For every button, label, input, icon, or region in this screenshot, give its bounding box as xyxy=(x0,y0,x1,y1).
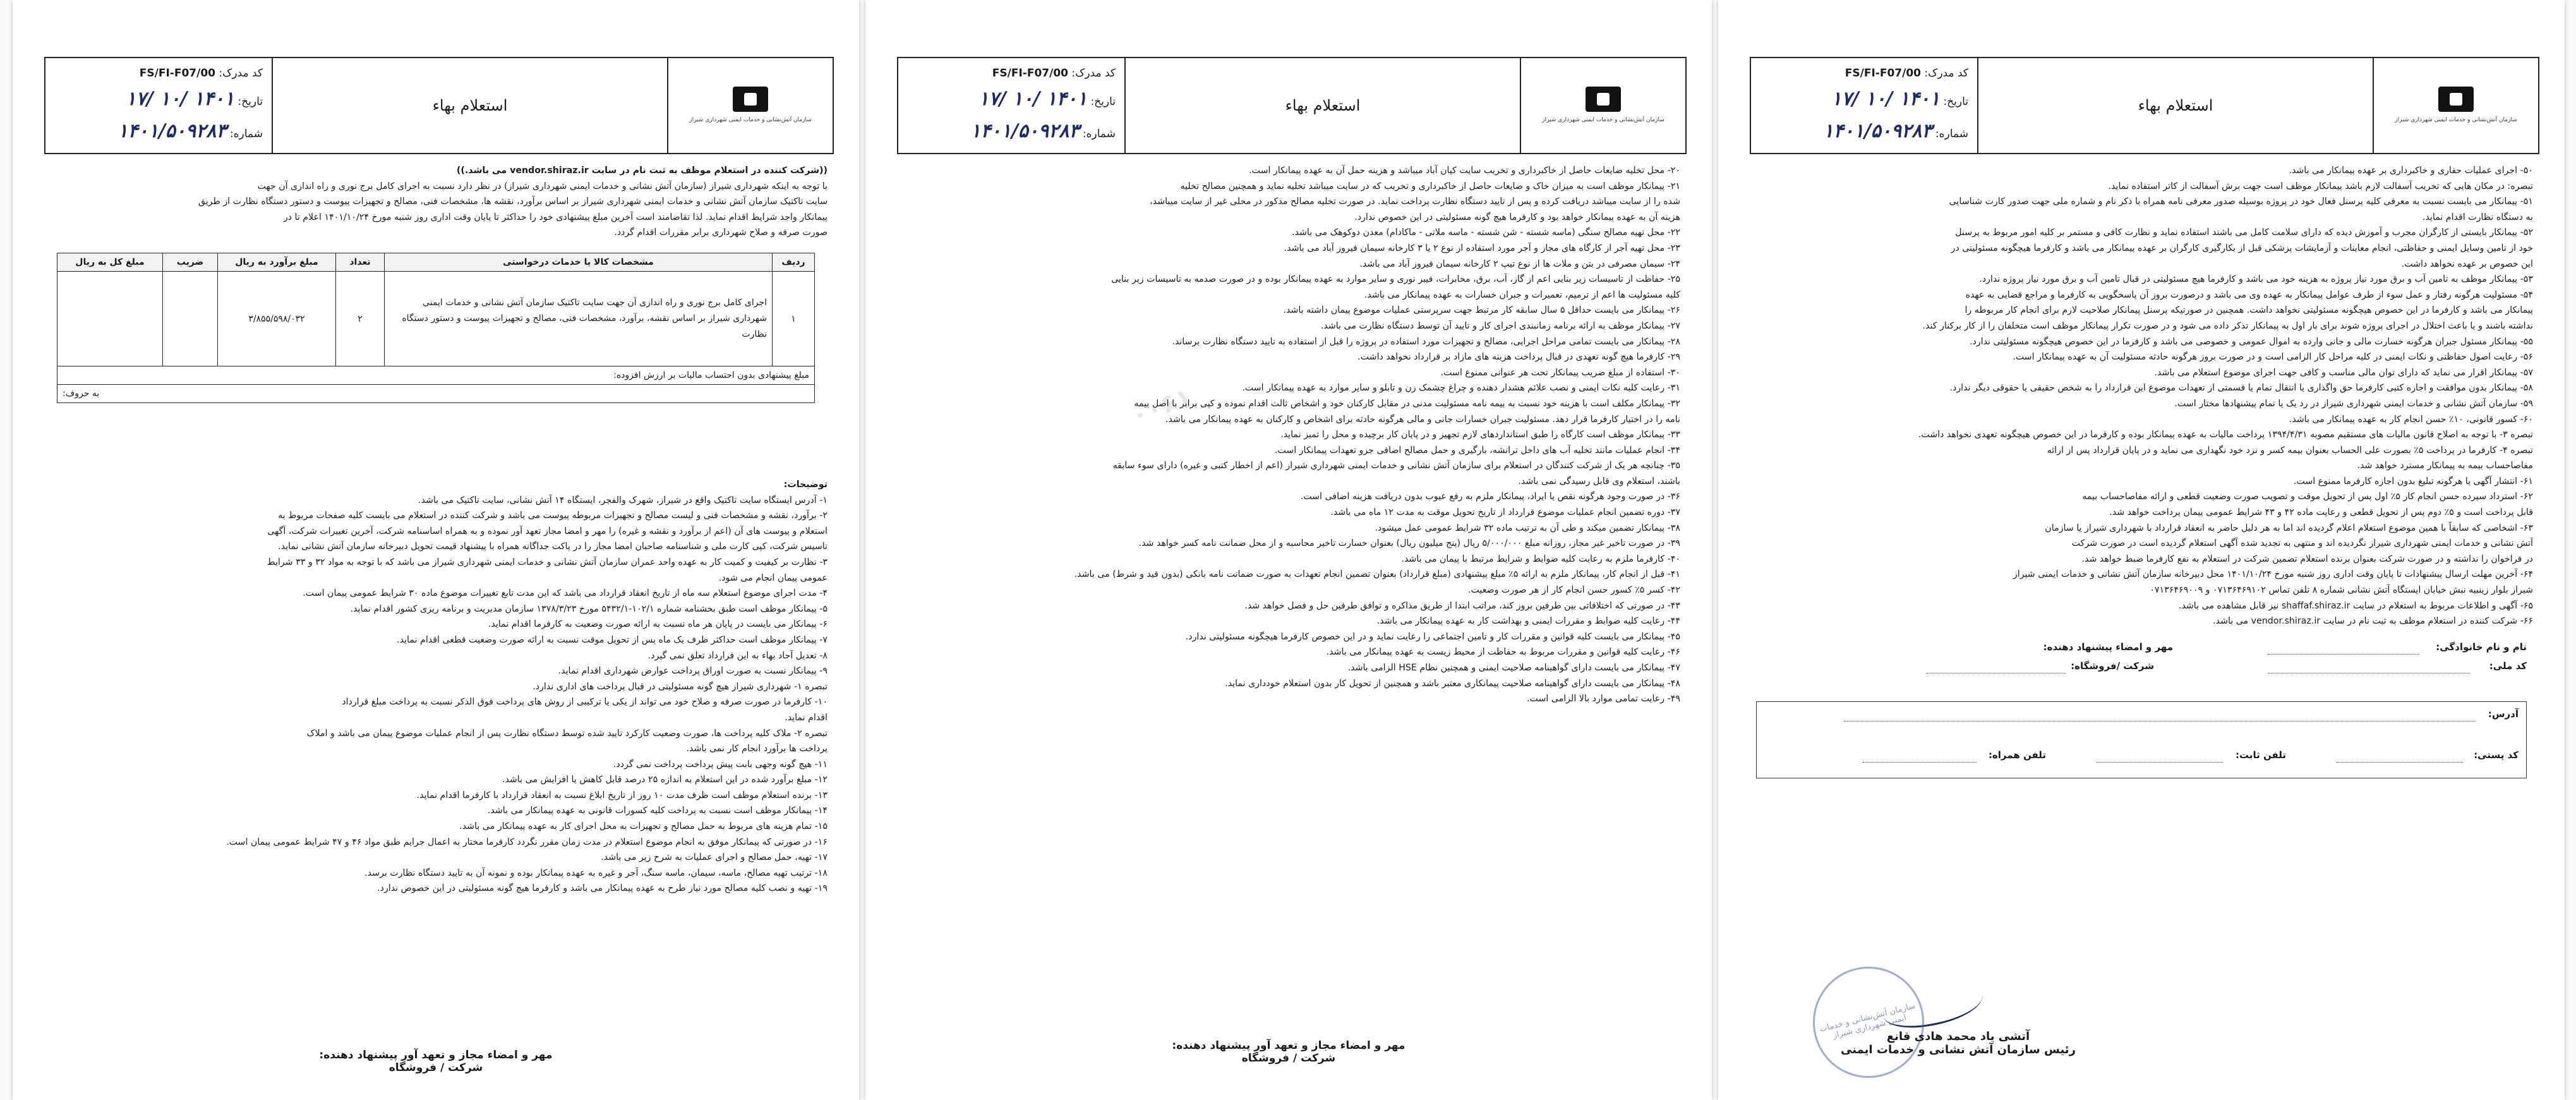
term-line: ۴۰- کارفرما ملزم به رعایت کلیه ضوابط و شرایط مرتبط با پیمان می باشد. xyxy=(1401,553,1680,564)
bidder-sign-title: مهر و امضاء پیشنهاد دهنده: xyxy=(2043,641,2173,653)
row-coef xyxy=(163,272,218,366)
term-line: ۴۸- پیمانکار می بایست دارای گواهینامه صلاحیت پیمانکاری معتبر باشد و همچنین از تحویل کار بدون استعلام خودداری نماید. xyxy=(1225,678,1680,689)
page-title: استعلام بهاء xyxy=(272,58,667,153)
term-line: ۲۳- محل تهیه آجر از کارگاه های مجاز و آجر مورد استفاده از نوع ۲ یا ۳ کارخانه سیمان فیروز آباد می باشد. xyxy=(1284,243,1680,253)
code-label: کد مدرک: xyxy=(1924,67,1968,80)
term-line: ۲۲- محل تهیه مصالح سنگی (ماسه شسته - شن شسته - ماسه ملاتی - ماکادام) معدن دوکوهک می باشد. xyxy=(1292,227,1680,238)
term-line: ۳۶- در صورت وجود هرگونه نقص یا ایراد، پیمانکار ملزم به رفع عیوب بدون دریافت هزینه اضافی است. xyxy=(1300,492,1680,502)
row-description: اجرای کامل برج نوری و راه اندازی آن جهت سایت تاکتیک سازمان آتش نشانی و خدمات ایمنی شهرداری شیراز بر اساس نقشه، برآورد، مشخصات فنی، مصالح و تجهیزات پیوست و دستور دستگاه نظارت xyxy=(385,272,773,366)
items-table xyxy=(57,253,815,403)
term-line: تبصره ۴- کارفرما در پرداخت ۵٪ بصورت علی الحساب بعنوان بیمه کسر و نزد خود نگهداری می نماید و در پایان قرارداد پس از ارائه xyxy=(2047,445,2533,456)
official-signature xyxy=(1794,1030,2122,1056)
notes-section xyxy=(51,477,828,897)
page-header xyxy=(897,57,1687,154)
term-line: ۲۱- پیمانکار موظف است به میزان خاک و ضایعات حاصل از خاکبرداری و تخریب که در سایت میباشد تخلیه نماید و همچنین مصالح تخلیه xyxy=(1180,181,1680,191)
term-line: ۳۱- رعایت کلیه نکات ایمنی و نصب علائم هشدار دهنده و چراغ چشمک زن و تابلو و سایر موارد به عهده پیمانکار است. xyxy=(1242,383,1680,394)
document-page-3 xyxy=(1718,0,2565,1100)
term-line: ۴۹- رعایت تمامی موارد بالا الزامی است. xyxy=(1527,694,1680,704)
watermark: ۰۰۶۱ xyxy=(1128,382,1196,431)
term-line: کلیه مسئولیت ها اعم از ترمیم، تعمیرات و جبران خسارات به عهده پیمانکار می باشد. xyxy=(1364,289,1680,300)
number-label: شماره: xyxy=(1082,127,1116,140)
term-line: ۳۰- استفاده از مبلغ ضریب پیمانکار تحت هر عنوانی ممنوع است. xyxy=(1440,367,1680,378)
note-line: استعلام و پیوست های آن (اعم از برآورد و نقشه و غیره) را مهر و امضا مجاز تعهد آور نموده و به همراه اساسنامه شرکت، آخرین تغییرات شرکت، آگهی xyxy=(267,526,828,536)
term-line: ۴۵- پیمانکار می بایست کلیه قوانین و مقررات کار و تامین اجتماعی را رعایت نماید و در این خصوص کارفرما هیچگونه مسئولیتی ندارد. xyxy=(1185,631,1680,642)
org-logo-icon xyxy=(2438,87,2474,112)
date-value: ۱۴۰۱ /۱۰ /۱۷ xyxy=(978,87,1088,110)
number-value: ۱۴۰۱/۵۰۹۲۸۳ xyxy=(1823,119,1932,142)
term-line: ۲۸- پیمانکار می بایست تمامی مراحل اجرایی، مصالح و تجهیزات مورد استفاده در پروژه را قبل از استفاده به تایید دستگاه نظارت برساند. xyxy=(1172,336,1680,347)
note-line: تبصره ۱- شهرداری شیراز هیچ گونه مسئولیتی در قبال پرداخت های اداری ندارد. xyxy=(533,681,828,692)
term-line: به دستگاه نظارت اقدام نماید. xyxy=(2422,212,2533,222)
term-line: پیمانکار می باشد و کارفرما در این خصوص هیچگونه مسئولیتی نخواهد داشت. همچنین در صورتیکه پرسنل پیمانکار صلاحیت لازم برای انجام کار مربوطه را xyxy=(1965,305,2533,316)
term-line: ۴۷- پیمانکار می بایست دارای گواهینامه صلاحیت ایمنی و همچنین نظام HSE الزامی باشد. xyxy=(1347,663,1680,673)
note-line: ۱۱- هیچ گونه وجهی بابت پیش پرداخت پرداخت نمی گردد. xyxy=(613,759,828,770)
page-title: استعلام بهاء xyxy=(1977,58,2373,153)
col-header: مبلغ برآورد به ریال xyxy=(218,253,336,272)
document-page-1 xyxy=(13,0,859,1100)
date-value: ۱۴۰۱ /۱۰ /۱۷ xyxy=(126,87,235,110)
phone-field[interactable] xyxy=(2097,762,2223,763)
national-code-label: کد ملی: xyxy=(2489,660,2527,672)
note-line: ۱۵- تمام هزینه های مربوط به حمل مصالح و تجهیزات به محل اجرای کار به عهده پیمانکار می باشد. xyxy=(459,821,828,832)
term-line: ۴۱- قبل از انجام کار، پیمانکار ملزم به ارائه ۵٪ مبلغ پیشنهادی (مبلغ قرارداد) بعنوان تضمین انجام تعهدات به صورت ضمانت نامه بانکی (بدون قید و شرط) می باشد. xyxy=(1074,569,1680,580)
term-line: ۵۶- رعایت اصول حفاظتی و نکات ایمنی در کلیه مراحل کار الزامی است و در صورت بروز هرگونه حادثه مسئولیت آن به عهده پیمانکار است. xyxy=(2013,352,2533,363)
national-code-field[interactable] xyxy=(2268,673,2470,674)
doc-meta xyxy=(45,58,272,153)
note-line: اقدام نماید. xyxy=(785,712,828,723)
row-index: ۱ xyxy=(773,272,815,366)
term-line: ۲۹- کارفرما هیچ گونه تعهدی در قبال پرداخت هزینه های مازاد بر قرارداد نخواهد داشت. xyxy=(1357,352,1680,363)
phone-label: تلفن ثابت: xyxy=(2235,749,2286,761)
term-line: نامه را در اختیار کارفرما قرار دهد. مسئولیت جبران خسارات جانی و مالی هرگونه حادثه برای اشخاص و کارکنان به عهده پیمانکار می باشد. xyxy=(1165,414,1680,425)
mobile-label: تلفن همراه: xyxy=(1988,749,2046,761)
official-stamp xyxy=(1801,955,1935,1089)
company-label: شرکت /فروشگاه: xyxy=(2071,660,2154,672)
term-line: در فراخوان را نداشته و در صورت شرکت بعنوان برنده استعلام تضمین شرکت در استعلام به نفع کارفرما ضبط خواهد شد. xyxy=(2081,553,2533,564)
term-line: ۶۳- اشخاصی که سابقاً با همین موضوع استعلام اعلام گردیده اند اما به هر دلیل حاضر به انعقاد قرارداد با شهرداری شیراز یا سازمان xyxy=(2045,523,2533,533)
term-line: ۵۰- اجرای عملیات حفاری و خاکبرداری بر عهده پیمانکار می باشد. xyxy=(2289,166,2533,176)
name-field[interactable] xyxy=(2268,654,2419,655)
org-logo-block xyxy=(2373,58,2538,153)
note-line: ۵- پیمانکار موظف است طبق بخشنامه شماره ۱۰۲/۱-۵۴۳۲/۱ مورخ ۱۳۷۸/۳/۲۳ سازمان مدیریت و برنامه ریزی کشور اقدام نماید. xyxy=(350,603,828,614)
org-logo-block xyxy=(1520,58,1685,153)
term-line: ۵۵- پیمانکار مسئول جبران هرگونه خسارت مالی و جانی وارده به اموال عمومی و خصوصی می باشد و کارفرما در این خصوص هیچگونه مسئولیتی ندارد. xyxy=(1969,336,2533,347)
note-line: ۱۷- تهیه، حمل مصالح و اجرای عملیات به شرح زیر می باشد. xyxy=(601,852,828,863)
note-line: تاسیس شرکت، کپی کارت ملی و شناسنامه صاحبان امضا مجاز را در پاکت جداگانه همراه با پیشنهاد قیمت تحویل دبیرخانه سازمان آتش نشانی نماید. xyxy=(278,541,828,552)
words-label: به حروف: xyxy=(57,385,815,403)
term-line: ۳۹- در صورت تاخیر غیر مجاز، روزانه مبلغ ۵/۰۰۰/۰۰۰ ریال (پنج میلیون ریال) بعنوان خسارت تاخیر محاسبه و از محل ضمانت نامه کسر خواهد شد. xyxy=(1138,538,1680,549)
col-header: مشخصات کالا یا خدمات درخواستی xyxy=(385,253,773,272)
term-line: شیراز بلوار زینبیه نبش خیابان ایستگاه آتش نشانی شماره ۸ تلفن تماس ۰۷۱۳۶۴۶۹۱۰۲ و ۰۷۱۳۶۴۶۹۰۰۹ xyxy=(2150,585,2533,596)
note-line: ۱۸- ترتیب تهیه مصالح، ماسه، سیمان، ماسه سنگ، آجر و غیره به عهده پیمانکار بوده و نمونه آن به تایید دستگاه نظارت برسد. xyxy=(364,867,828,878)
company-field[interactable] xyxy=(1927,673,2066,674)
intro-bold: ((شرکت کننده در استعلام موظف به ثبت نام در سایت vendor.shiraz.ir می باشد.)) xyxy=(456,166,828,176)
term-line: ۵۲- پیمانکار بایستی از کارگران مجرب و آموزش دیده که دارای سلامت کامل می باشند استفاده نماید و نظارت کافی و مستمر بر کلیه امور مربوط به پرسنل xyxy=(1955,227,2533,238)
org-name: سازمان آتش‌نشانی و خدمات ایمنی شهرداری شیراز xyxy=(1542,117,1664,124)
address-field[interactable] xyxy=(1844,721,2476,722)
term-line: ۳۳- پیمانکار موظف است کارگاه را طبق استانداردهای لازم تجهیز و در پایان کار برچیده و محل را تمیز نماید. xyxy=(1280,430,1680,440)
term-line: خود از تامین وسایل ایمنی و حفاظتی، انجام معاینات و آزمایشات پزشکی قبل از بکارگیری کارگران بر عهده پیمانکار می باشد و کارفرما هیچگونه مسئولیتی در xyxy=(1951,243,2533,253)
postal-label: کد پستی: xyxy=(2474,749,2519,761)
term-line: تبصره: در مکان هایی که تخریب آسفالت لازم باشد پیمانکار موظف است جهت برش آسفالت از کاتر استفاده نماید. xyxy=(2108,181,2533,191)
note-line: ۱۰- کارفرما در صورت صرفه و صلاح خود می تواند از یکی یا ترکیبی از روش های پرداخت فوق الذکر نسبت به پرداخت مبلغ قرارداد xyxy=(342,697,828,708)
col-header: ردیف xyxy=(773,253,815,272)
code-value: FS/FI-F07/00 xyxy=(992,67,1068,80)
document-page-2 xyxy=(865,0,1712,1100)
number-value: ۱۴۰۱/۵۰۹۲۸۳ xyxy=(970,119,1080,142)
sum-label: مبلغ پیشنهادی بدون احتساب مالیات بر ارزش افزوده: xyxy=(57,366,815,385)
intro-section xyxy=(51,163,828,241)
org-logo-icon xyxy=(1586,87,1621,112)
term-line: باشند، استعلام وی قابل رسیدگی نمی باشد. xyxy=(1518,476,1680,487)
term-line: ۲۷- پیمانکار موظف به ارائه برنامه زمانبندی اجرای کار و تایید آن توسط دستگاه نظارت می باشد. xyxy=(1320,320,1680,331)
signature-title: مهر و امضاء مجاز و تعهد آور پیشنهاد دهنده: xyxy=(319,1049,553,1061)
date-label: تاریخ: xyxy=(1090,95,1116,108)
official-title: رئیس سازمان آتش نشانی و خدمات ایمنی xyxy=(1841,1043,2076,1056)
notes-title: توضیحات: xyxy=(783,480,828,490)
stamp-org: سازمان آتش‌نشانی و خدمات ایمنی شهرداری شیراز xyxy=(1818,1001,1917,1041)
postal-field[interactable] xyxy=(2337,762,2463,763)
term-line: ۳۴- انجام عملیات مانند تخلیه آب های داخل ترانشه، بارگیری و حمل مصالح اضافی جزو تعهدات پیمانکار است. xyxy=(1274,445,1680,456)
doc-meta xyxy=(1751,58,1977,153)
row-total xyxy=(57,272,163,366)
term-line: ۴۶- رعایت کلیه قوانین و مقررات مربوط به حفاظت از محیط زیست به عهده پیمانکار می باشد. xyxy=(1326,647,1680,658)
intro-line: سایت تاکتیک سازمان آتش نشانی و خدمات ایمنی شهرداری شیراز بر اساس برآورد، نقشه ها، مشخصات فنی، مصالح و تجهیزات پیوست و دستور دستگاه نظارت از طریق xyxy=(198,196,828,207)
note-line: ۱۹- تهیه و نصب کلیه مصالح مورد نیاز طرح به عهده پیمانکار می باشد و کارفرما هیچ گونه مسئولیتی در این خصوص ندارد. xyxy=(377,883,828,894)
signature-block xyxy=(1131,1039,1447,1065)
org-logo-icon xyxy=(733,87,768,112)
term-line: ۶۴- آخرین مهلت ارسال پیشنهادات تا پایان وقت اداری روز شنبه مورخ ۱۴۰۱/۱۰/۲۴ محل دبیرخانه سازمان آتش نشانی و خدمات ایمنی شیراز xyxy=(2013,569,2533,580)
term-line: ۲۵- حفاظت از تاسیسات زیر بنایی اعم از گاز، آب، برق، مخابرات، فیبر نوری و سایر موارد به عهده پیمانکار بوده و در صورت صدمه به تاسیسات زیر بنایی xyxy=(1111,274,1680,285)
note-line: ۳- نظارت بر کیفیت و کمیت کار به عهده واحد عمران سازمان آتش نشانی و خدمات ایمنی شهرداری شیراز می باشد که با توجه به مواد ۳۲ و ۳۳ شرایط xyxy=(267,557,828,567)
term-line: ۶۱- انتشار آگهی یا هرگونه تبلیغ بدون اجازه کارفرما ممنوع است. xyxy=(2293,476,2533,487)
intro-line: با توجه به اینکه شهرداری شیراز (سازمان آتش نشانی و خدمات ایمنی شهرداری شیراز) در نظر دارد نسبت به اجرای کامل برج نوری و راه اندازی آن جهت xyxy=(257,181,828,191)
code-value: FS/FI-F07/00 xyxy=(139,67,215,80)
note-line: ۴- مدت اجرای موضوع استعلام سه ماه از تاریخ انعقاد قرارداد می باشد که این مدت تابع تغییرات موضوع ماده ۳۰ شرایط عمومی پیمان است. xyxy=(303,588,828,599)
term-line: ۵۹- سازمان آتش نشانی و خدمات ایمنی شهرداری شیراز در رد یک یا تمام پیشنهادها مختار است. xyxy=(2174,398,2533,409)
page-header xyxy=(44,57,834,154)
term-line: قابل پرداخت است و ۵٪ دوم پس از تحویل قطعی و رعایت ماده ۴۲ و ۴۳ شرایط عمومی پیمان پرداخت خواهد شد. xyxy=(2109,507,2533,518)
term-line: ۵۱- پیمانکار می بایست نسبت به معرفی کلیه پرسنل فعال خود در پروژه بوسیله صدور معرفی نامه همراه با ذکر نام و شماره ملی جهت صدور کارت شناسایی xyxy=(1949,196,2533,207)
term-line: ۵۷- پیمانکار اقرار می نماید که دارای توان مالی مناسب و کافی جهت اجرای موضوع استعلام می باشد. xyxy=(2154,367,2533,378)
doc-meta xyxy=(898,58,1124,153)
note-line: ۷- پیمانکار موظف است حداکثر ظرف یک ماه پس از تحویل موقت نسبت به ارائه صورت وضعیت قطعی اقدام نماید. xyxy=(397,634,828,645)
term-line: ۶۰- کسور قانونی، ۱۰٪ حسن انجام کار به عهده پیمانکار می باشد. xyxy=(2289,414,2533,425)
note-line: ۱۳- برنده استعلام موظف است ظرف مدت ۱۰ روز از تاریخ ابلاغ نسبت به انعقاد قرارداد با کارفرما اقدام نماید. xyxy=(416,790,828,801)
term-line: تبصره ۳- با توجه به اصلاح قانون مالیات های مستقیم مصوبه ۱۳۹۴/۴/۳۱ پرداخت مالیات به عهده پیمانکار بوده و کارفرما در این خصوص هیچگونه تعهدی نخواهد داشت. xyxy=(1918,430,2533,440)
term-line: ۲۴- سیمان مصرفی در بتن و ملات ها از نوع تیپ ۲ کارخانه سیمان فیروز آباد می باشد. xyxy=(1359,258,1680,269)
note-line: عمومی پیمان انجام می شود. xyxy=(718,572,828,583)
term-line: ۵۴- مسئولیت هرگونه رفتار و عمل سوء از طرف عوامل پیمانکار به عهده وی می باشد و درصورت بروز آن پاسخگویی به کارفرما و مراجع قضایی به عهده xyxy=(1965,289,2533,300)
note-line: ۱۴- پیمانکار موظف است نسبت به پرداخت کلیه کسورات قانونی به عهده پیمانکار می باشد. xyxy=(487,806,828,816)
term-line: ۶۵- آگهی و اطلاعات مربوط به استعلام در سایت shaffaf.shiraz.ir نیز قابل مشاهده می باشد. xyxy=(2178,600,2533,611)
org-logo-block xyxy=(667,58,833,153)
row-qty: ۲ xyxy=(336,272,385,366)
term-line: ۳۷- دوره تضمین انجام عملیات موضوع قرارداد از تاریخ تحویل موقت به مدت ۱۲ ماه می باشد. xyxy=(1330,507,1680,518)
official-name: آتشی یاد محمد هادی قانع xyxy=(1886,1030,2030,1043)
term-line: ۵۸- پیمانکار بدون موافقت و اجازه کتبی کارفرما حق واگذاری یا انتقال تمام یا قسمتی از تعهدات موضوع این قرارداد را به شخص حقیقی یا حقوقی دیگر ندارد. xyxy=(1949,383,2533,394)
term-line: نداشته باشند و یا باعث اختلال در اجرای پروژه شوند برای بار اول به پیمانکار تذکر داده می شود و در صورت تکرار پیمانکار موظف است متخلفان را از کار برکنار کند. xyxy=(1922,320,2533,331)
number-label: شماره: xyxy=(1935,127,1968,140)
note-line: ۹- پیمانکار نسبت به صورت اوراق پرداخت عوارض شهرداری اقدام نماید. xyxy=(558,666,828,677)
intro-line: پیمانکار واجد شرایط اقدام نماید. لذا تقاضامند است آخرین مبلغ پیشنهادی خود را حداکثر تا پایان وقت اداری روز شنبه مورخ ۱۴۰۱/۱۰/۲۴ اعلام تا در xyxy=(283,212,828,222)
term-line: ۴۳- در صورتی که اختلافاتی بین طرفین بروز کند، مراتب ابتدا از طریق مذاکره و توافق طرفین حل و فصل خواهد شد. xyxy=(1244,600,1680,611)
address-box xyxy=(1756,701,2527,778)
col-header: مبلغ کل به ریال xyxy=(57,253,163,272)
date-label: تاریخ: xyxy=(238,95,263,108)
col-header: تعداد xyxy=(336,253,385,272)
term-line: ۲۰- محل تخلیه ضایعات حاصل از خاکبرداری و تخریب سایت کیان آباد میباشد و هزینه حمل آن به عهده پیمانکار است. xyxy=(1249,166,1680,176)
term-line: ۶۲- استرداد سپرده حسن انجام کار ۵٪ اول پس از تحویل موقت و تصویب صورت وضعیت قطعی و ارائه مفاصاحساب بیمه xyxy=(2082,492,2533,502)
note-line: ۸- تعدیل آحاد بهاء به این قرارداد تعلق نمی گیرد. xyxy=(647,650,828,661)
table-row xyxy=(57,272,815,366)
terms-section xyxy=(903,163,1680,707)
term-line: آتش نشانی و خدمات ایمنی شهرداری شیراز نگردیده اند و منتهی به تجدید شده آگهی استعلام گردیده است در صورت شرکت xyxy=(2071,538,2533,549)
code-value: FS/FI-F07/00 xyxy=(1845,67,1921,80)
org-name: سازمان آتش‌نشانی و خدمات ایمنی شهرداری شیراز xyxy=(689,117,812,124)
page-header xyxy=(1750,57,2539,154)
note-line: ۲- برآورد، نقشه و مشخصات فنی و لیست مصالح و تجهیزات مربوطه پیوست می باشد و شرکت کننده در استعلام می بایست کلیه صفحات مربوط به xyxy=(278,511,828,521)
note-line: پرداخت ها برآورد انجام کار نمی باشد. xyxy=(686,744,828,754)
org-name: سازمان آتش‌نشانی و خدمات ایمنی شهرداری شیراز xyxy=(2395,117,2517,124)
date-label: تاریخ: xyxy=(1943,95,1968,108)
intro-line: صورت صرفه و صلاح شهرداری برابر مقررات اقدام گردد. xyxy=(614,227,828,238)
term-line: ۳۵- چنانچه هر یک از شرکت کنندگان در استعلام برای سازمان آتش نشانی و خدمات ایمنی شهرداری شیراز (اعم از اخطار کتبی و غیره) دارای سوء سابقه xyxy=(1112,461,1680,471)
code-label: کد مدرک: xyxy=(1071,67,1116,80)
signature-block xyxy=(278,1049,594,1074)
address-label: آدرس: xyxy=(2488,708,2519,720)
date-value: ۱۴۰۱ /۱۰ /۱۷ xyxy=(1831,87,1941,110)
col-header: ضریب xyxy=(163,253,218,272)
term-line: مفاصاحساب بیمه به پیمانکار مسترد خواهد شد. xyxy=(2357,461,2533,471)
name-label: نام و نام خانوادگی: xyxy=(2436,641,2527,653)
mobile-field[interactable] xyxy=(1863,762,1977,763)
signature-title: مهر و امضاء مجاز و تعهد آور پیشنهاد دهنده: xyxy=(1172,1039,1405,1052)
term-line: هزینه آن به عهده پیمانکار خواهد بود و کارفرما هیچ گونه مسئولیتی در این خصوص ندارد. xyxy=(1354,212,1680,222)
terms-section xyxy=(1756,163,2533,629)
term-line: ۳۲- پیمانکار مکلف است با هزینه خود نسبت به بیمه نامه مسئولیت مدنی در مقابل کارکنان خود و اشخاص ثالث اقدام نموده و کپی برابر با اصل بیمه xyxy=(1134,398,1680,409)
signature-company: شرکت / فروشگاه xyxy=(1241,1052,1336,1065)
term-line: ۳۸- پیمانکار تضمین میکند و طی آن به ترتیب ماده ۳۲ شرایط عمومی عمل میشود. xyxy=(1375,523,1680,533)
note-line: ۱۶- در صورتی که پیمانکار موفق به انجام موضوع استعلام در مدت زمان مقرر نگردد کارفرما مختار به اعمال جرایم طبق مواد ۴۶ و ۴۷ شرایط عمومی پیمان است. xyxy=(226,837,828,847)
number-label: شماره: xyxy=(229,127,263,140)
term-line: این خصوص بر عهده نخواهد داشت. xyxy=(2401,258,2533,269)
code-label: کد مدرک: xyxy=(219,67,263,80)
term-line: ۶۶- شرکت کننده در استعلام موظف به ثبت نام در سایت vendor.shiraz.ir می باشد. xyxy=(2213,616,2533,627)
note-line: ۶- پیمانکار می بایست در پایان هر ماه نسبت به ارائه صورت وضعیت به کارفرما اقدام نماید. xyxy=(488,619,828,630)
term-line: ۴۴- رعایت کلیه ضوابط و مقررات ایمنی و بهداشت کار به عهده پیمانکار می باشد. xyxy=(1376,616,1680,627)
row-estimate: ۳/۸۵۵/۵۹۸/۰۳۲ xyxy=(218,272,336,366)
number-value: ۱۴۰۱/۵۰۹۲۸۳ xyxy=(117,119,227,142)
term-line: ۲۶- پیمانکار می بایست حداقل ۵ سال سابقه کار مرتبط جهت سرپرستی عملیات موضوع پیمان داشته باشد. xyxy=(1283,305,1680,316)
note-line: ۱- آدرس ایستگاه سایت تاکتیک واقع در شیراز، شهرک والفجر، ایستگاه ۱۴ آتش نشانی، سایت تاکتیک می باشد. xyxy=(418,495,828,505)
term-line: ۴۲- کسر ۵٪ کسور حسن انجام کار از هر صورت وضعیت. xyxy=(1467,585,1680,596)
signature-company: شرکت / فروشگاه xyxy=(388,1061,483,1074)
note-line: ۱۲- مبلغ برآورد شده در این استعلام به اندازه ۲۵ درصد قابل کاهش یا افزایش می باشد. xyxy=(502,775,828,785)
term-line: شده را از سایت میباشد دریافت کرده و پس از تایید دستگاه نظارت پرداخت نماید. در صورت تخلیه مصالح مذکور در محلی غیر از سایت میباشد، xyxy=(1150,196,1680,207)
note-line: تبصره ۲- ملاک کلیه پرداخت ها، صورت وضعیت کارکرد تایید شده توسط دستگاه نظارت پس از انجام عملیات موضوع پیمان می باشد و املاک xyxy=(306,728,828,739)
term-line: ۵۳- پیمانکار موظف به تامین آب و برق مورد نیاز پروژه به هزینه خود می باشد و کارفرما هیچ مسئولیتی در قبال تامین آب و برق مورد نیاز پروژه ندارد. xyxy=(1979,274,2533,285)
page-title: استعلام بهاء xyxy=(1124,58,1520,153)
